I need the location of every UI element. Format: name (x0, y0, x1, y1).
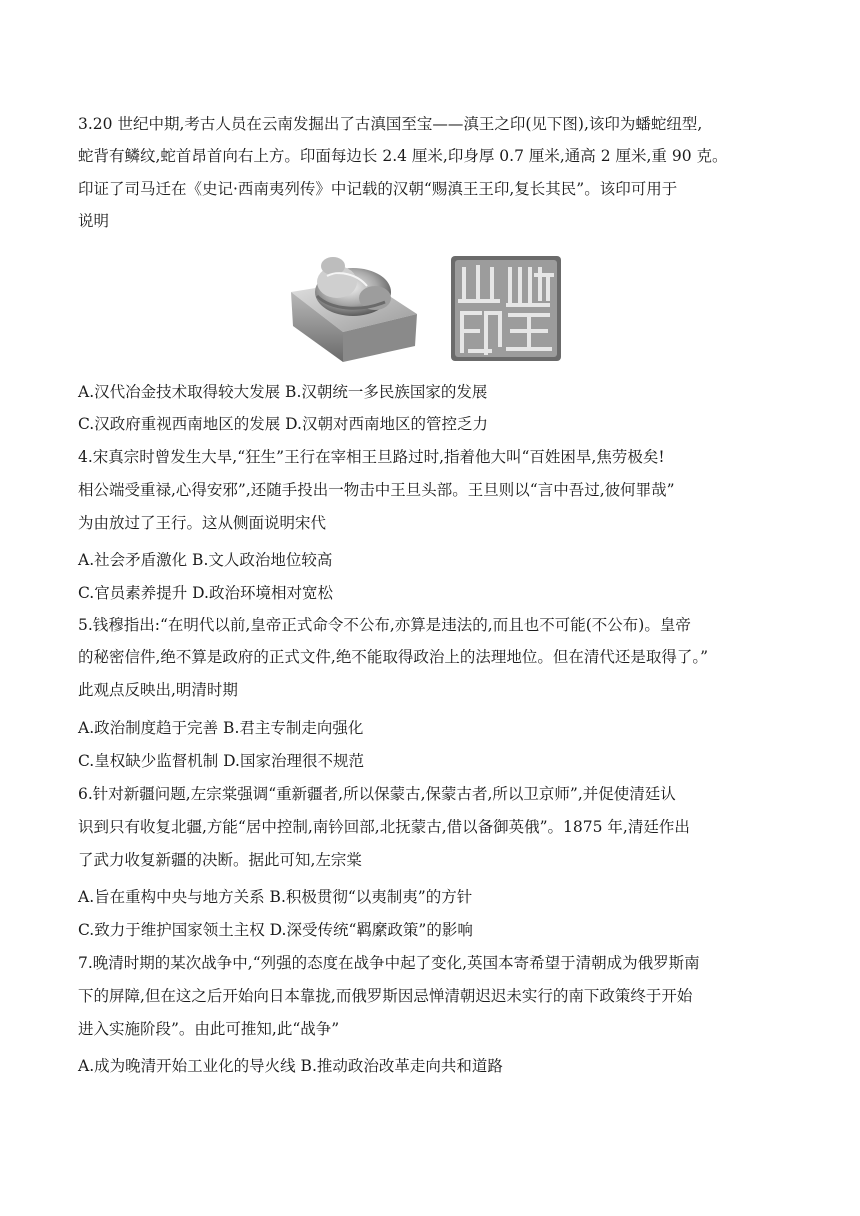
q5-stem-line-3: 此观点反映出,明清时期 (78, 681, 238, 699)
q7-stem-line-1: 7.晚清时期的某次战争中,“列强的态度在战争中起了变化,英国本寄希望于清朝成为俄罗斯南 (78, 954, 700, 972)
q6-stem-line-2: 识到只有收复北疆,方能“居中控制,南钤回部,北抚蒙古,借以备御英俄”。1875 年,清廷作出 (78, 818, 690, 836)
q4-option-line-2: C.官员素养提升 D.政治环境相对宽松 (78, 584, 333, 602)
q6-stem-line-1: 6.针对新疆问题,左宗棠强调“重新疆者,所以保蒙古,保蒙古者,所以卫京师”,并促使清廷认 (78, 785, 676, 803)
q4-stem-line-3: 为由放过了王行。这从侧面说明宋代 (78, 514, 327, 532)
q7-stem-line-3: 进入实施阶段”。由此可推知,此“战争” (78, 1020, 340, 1038)
q4-stem-line-2: 相公端受重禄,心得安邪”,还随手投出一物击中王旦头部。王旦则以“言中吾过,彼何罪哉” (78, 481, 675, 499)
seal-photo (287, 252, 420, 364)
q3-stem-line-2: 蛇背有鳞纹,蛇首昂首向右上方。印面每边长 2.4 厘米,印身厚 0.7 厘米,通高 2 厘米,重 90 克。 (78, 147, 728, 165)
q5-stem-line-2: 的秘密信件,绝不算是政府的正式文件,绝不能取得政治上的法理地位。但在清代还是取得了。” (78, 648, 709, 666)
q5-stem-line-1: 5.钱穆指出:“在明代以前,皇帝正式命令不公布,亦算是违法的,而且也不可能(不公布)。皇帝 (78, 616, 691, 634)
q3-stem-line-4: 说明 (78, 212, 110, 230)
q6-stem-line-3: 了武力收复新疆的决断。据此可知,左宗棠 (78, 851, 362, 869)
q7-option-line-1: A.成为晚清开始工业化的导火线 B.推动政治改革走向共和道路 (78, 1057, 503, 1075)
seal-impression (450, 255, 562, 362)
q4-option-line-1: A.社会矛盾激化 B.文人政治地位较高 (78, 551, 333, 569)
seal-figure (0, 252, 860, 364)
q5-option-line-2: C.皇权缺少监督机制 D.国家治理很不规范 (78, 752, 364, 770)
q3-stem-line-3: 印证了司马迁在《史记·西南夷列传》中记载的汉朝“赐滇王王印,复长其民”。该印可用于 (78, 180, 678, 198)
q3-option-line-1: A.汉代冶金技术取得较大发展 B.汉朝统一多民族国家的发展 (78, 383, 488, 401)
q5-option-line-1: A.政治制度趋于完善 B.君主专制走向强化 (78, 719, 364, 737)
q6-option-line-1: A.旨在重构中央与地方关系 B.积极贯彻“以夷制夷”的方针 (78, 888, 473, 906)
q4-stem-line-1: 4.宋真宗时曾发生大旱,“狂生”王行在宰相王旦路过时,指着他大叫“百姓困旱,焦劳极矣! (78, 448, 665, 466)
q3-stem-line-1: 3.20 世纪中期,考古人员在云南发掘出了古滇国至宝——滇王之印(见下图),该印为蟠蛇纽型, (78, 115, 703, 133)
q3-option-line-2: C.汉政府重视西南地区的发展 D.汉朝对西南地区的管控乏力 (78, 415, 488, 433)
q6-option-line-2: C.致力于维护国家领土主权 D.深受传统“羁縻政策”的影响 (78, 921, 473, 939)
q7-stem-line-2: 下的屏障,但在这之后开始向日本靠拢,而俄罗斯因忌惮清朝迟迟未实行的南下政策终于开始 (78, 987, 693, 1005)
